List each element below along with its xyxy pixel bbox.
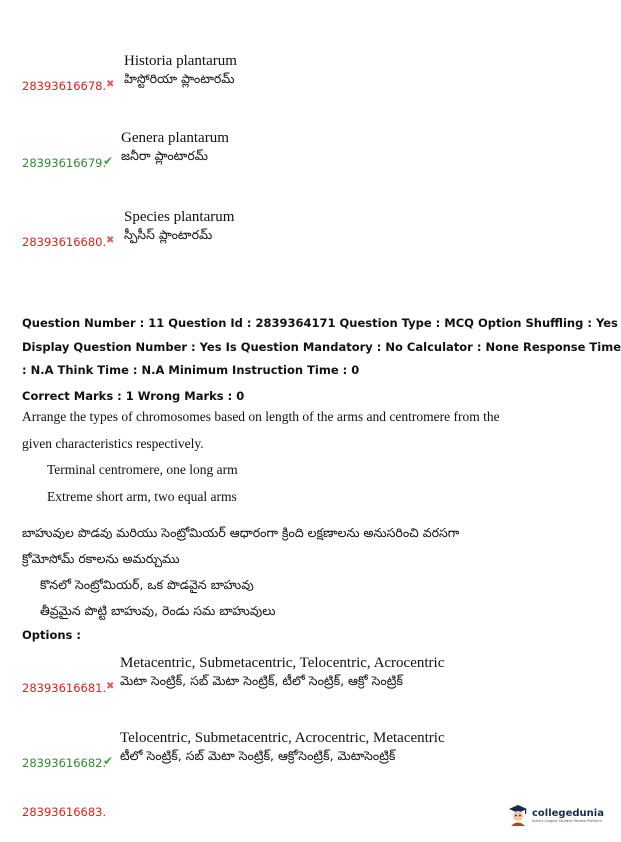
wrong-mark-icon: ✖ xyxy=(106,235,115,246)
question-meta-line-3: : N.A Think Time : N.A Minimum Instruction Time : 0 xyxy=(22,363,360,377)
question-marks: Correct Marks : 1 Wrong Marks : 0 xyxy=(22,389,245,403)
option-2-id: 28393616679. xyxy=(22,156,107,170)
option-1-english: Historia plantarum xyxy=(124,53,237,69)
question-telugu-item-2: తీవ్రమైన పొట్టి బాహువు, రెండు సమ బాహువులు xyxy=(40,603,276,618)
question-telugu-line-2: క్రోమోసోమ్ రకాలను అమర్చుము xyxy=(22,551,180,566)
option-2-telugu: జనీరా ప్లాంటారమ్ xyxy=(121,148,208,163)
collegedunia-logo xyxy=(508,804,604,826)
answer-option-2-id: 28393616682. xyxy=(22,756,107,770)
question-meta-line-2: Display Question Number : Yes Is Question Mandatory : No Calculator : None Response Time xyxy=(22,340,621,354)
correct-mark-icon: ✔ xyxy=(103,754,114,768)
logo-tagline: India's Largest Student Review Platform xyxy=(532,818,602,823)
question-text-line-2: given characteristics respectively. xyxy=(22,436,204,451)
options-label: Options : xyxy=(22,628,81,642)
question-telugu-line-1: బాహువుల పొడవు మరియు సెంట్రోమియర్ ఆధారంగా క్రింది లక్షణాలను అనుసరించి వరసగా xyxy=(22,525,460,540)
answer-option-2-english: Telocentric, Submetacentric, Acrocentric, Metacentric xyxy=(120,730,445,746)
answer-option-1-id: 28393616681. xyxy=(22,681,107,695)
answer-option-3-id: 28393616683. xyxy=(22,805,107,819)
wrong-mark-icon: ✖ xyxy=(106,681,115,692)
option-2-english: Genera plantarum xyxy=(121,130,229,146)
option-1-id: 28393616678. xyxy=(22,79,107,93)
graduate-mascot-icon xyxy=(508,804,528,826)
question-meta-line-1: Question Number : 11 Question Id : 2839364171 Question Type : MCQ Option Shuffling : Yes xyxy=(22,316,618,330)
option-1-telugu: హిస్టోరియా ప్లాంటారమ్ xyxy=(124,71,235,86)
option-3-english: Species plantarum xyxy=(124,209,235,225)
answer-option-2-telugu: టీలో సెంట్రిక్, సబ్ మెటా సెంట్రిక్, ఆక్రోసెంట్రిక్, మెటాసెంట్రిక్ xyxy=(120,748,396,763)
option-3-id: 28393616680. xyxy=(22,235,107,249)
option-3-telugu: స్పీసీస్ ప్లాంటారమ్ xyxy=(124,227,213,242)
question-telugu-item-1: కొనలో సెంట్రోమియర్, ఒక పొడవైన బాహువు xyxy=(40,577,254,592)
question-text-line-1: Arrange the types of chromosomes based on length of the arms and centromere from the xyxy=(22,409,500,424)
answer-option-1-telugu: మెటా సెంట్రిక్, సబ్ మెటా సెంట్రిక్, టీలో సెంట్రిక్, ఆక్రో సెంట్రిక్ xyxy=(120,673,403,688)
correct-mark-icon: ✔ xyxy=(103,154,114,168)
question-item-2: Extreme short arm, two equal arms xyxy=(47,489,237,504)
question-item-1: Terminal centromere, one long arm xyxy=(47,462,238,477)
logo-text: collegedunia xyxy=(532,807,604,819)
answer-option-1-english: Metacentric, Submetacentric, Telocentric, Acrocentric xyxy=(120,655,445,671)
wrong-mark-icon: ✖ xyxy=(106,79,115,90)
